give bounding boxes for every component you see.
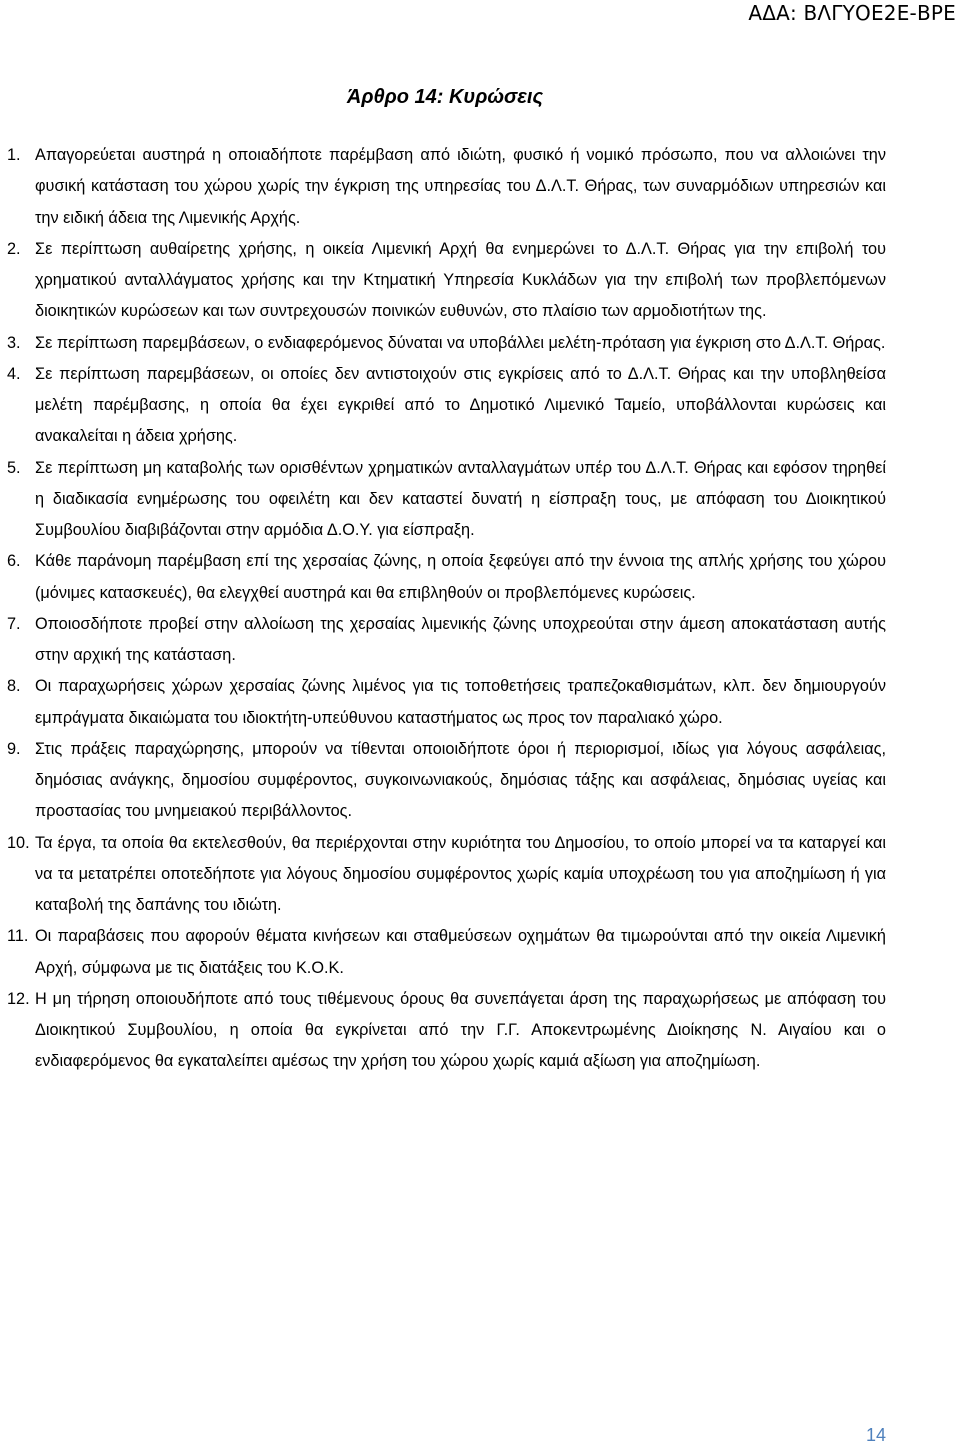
item-text: Κάθε παράνομη παρέμβαση επί της χερσαίας ζώνης, η οποία ξεφεύγει από την έννοια της απλής χρήσης του χώρου (μόνιμες κατασκευές), θα ελεγχθεί αυστηρά και θα επιβληθούν οι προβλεπόμενες κυρώσεις. bbox=[35, 552, 886, 602]
item-text: Τα έργα, τα οποία θα εκτελεσθούν, θα περιέρχονται στην κυριότητα του Δημοσίου, το οποίο μπορεί να τα καταργεί και να τα μετατρέπει οποτεδήποτε για λόγους δημοσίου συμφέροντος χωρίς καμία υποχρέωση του για αποζημίωση ή για καταβολή της δαπάνης του ιδιώτη. bbox=[35, 833, 886, 914]
list-item-9 bbox=[0, 734, 960, 828]
list-item-3 bbox=[0, 328, 960, 359]
item-number: 11. bbox=[7, 927, 29, 946]
item-text: Οι παραβάσεις που αφορούν θέματα κινήσεων και σταθμεύσεων οχημάτων θα τιμωρούνται από την οικεία Λιμενική Αρχή, σύμφωνα με τις διατάξεις του Κ.Ο.Κ. bbox=[35, 927, 886, 977]
item-number: 10. bbox=[7, 833, 30, 852]
list-item-7 bbox=[0, 609, 960, 672]
item-number: 9. bbox=[7, 739, 21, 758]
article-title: Άρθρο 14: Κυρώσεις bbox=[346, 86, 544, 108]
page-number: 14 bbox=[865, 1425, 886, 1445]
item-text: Απαγορεύεται αυστηρά η οποιαδήποτε παρέμβαση από ιδιώτη, φυσικό ή νομικό πρόσωπο, που να αλλοιώνει την φυσική κατάσταση του χώρου χωρίς την έγκριση της υπηρεσίας του Δ.Λ.Τ. Θήρας, των συναρμόδιων υπηρεσιών και την ειδική άδεια της Λιμενικής Αρχής. bbox=[35, 146, 886, 227]
item-text: Η μη τήρηση οποιουδήποτε από τους τιθέμενους όρους θα συνεπάγεται άρση της παραχωρήσεως με απόφαση του Διοικητικού Συμβουλίου, η οποία θα εγκρίνεται από την Γ.Γ. Αποκεντρωμένης Διοίκησης Ν. Αιγαίου και ο ενδιαφερόμενος θα εγκαταλείπει αμέσως την χρήση του χώρου χωρίς καμιά αξίωση για αποζημίωση. bbox=[35, 989, 886, 1071]
item-text: Σε περίπτωση αυθαίρετης χρήσης, η οικεία Λιμενική Αρχή θα ενημερώνει το Δ.Λ.Τ. Θήρας για την επιβολή του χρηματικού ανταλλάγματος χρήσης και την Κτηματική Υπηρεσία Κυκλάδων για την επιβολή των προβλεπόμενων διοικητικών κυρώσεων και των συντρεχουσών ποινικών ευθυνών, στο πλαίσιο των αρμοδιοτήτων της. bbox=[35, 239, 886, 321]
item-text: Σε περίπτωση μη καταβολής των ορισθέντων χρηματικών ανταλλαγμάτων υπέρ του Δ.Λ.Τ. Θήρας και εφόσον τηρηθεί η διαδικασία ενημέρωσης του οφειλέτη και δεν καταστεί δυνατή η είσπραξη τους, με απόφαση του Διοικητικού Συμβουλίου διαβιβάζονται στην αρμόδια Δ.Ο.Υ. για είσπραξη. bbox=[35, 458, 886, 539]
list-item-12 bbox=[0, 984, 960, 1078]
list-item-8 bbox=[0, 671, 960, 734]
item-text: Οι παραχωρήσεις χώρων χερσαίας ζώνης λιμένος για τις τοποθετήσεις τραπεζοκαθισμάτων, κλπ. δεν δημιουργούν εμπράγματα δικαιώματα του ιδιοκτήτη-υπεύθυνου καταστήματος ως προς τον παραλιακό χώρο. bbox=[35, 677, 886, 727]
item-number: 12. bbox=[7, 989, 30, 1008]
item-text: Οποιοσδήποτε προβεί στην αλλοίωση της χερσαίας λιμενικής ζώνης υποχρεούται στην άμεση αποκατάσταση αυτής στην αρχική της κατάσταση. bbox=[35, 614, 886, 664]
list-item-5 bbox=[0, 453, 960, 547]
list-item-1 bbox=[0, 140, 960, 234]
item-text: Στις πράξεις παραχώρησης, μπορούν να τίθενται οποιοιδήποτε όροι ή περιορισμοί, ιδίως για λόγους ασφάλειας, δημόσιας ανάγκης, δημοσίου συμφέροντος, συγκοινωνιακούς, δημόσιας τάξης και ασφάλειας, δημόσιας υγείας και προστασίας του μνημειακού περιβάλλοντος. bbox=[35, 739, 886, 821]
list-item-10 bbox=[0, 828, 960, 922]
item-number: 1. bbox=[7, 146, 21, 164]
list-item-4 bbox=[0, 359, 960, 453]
item-number: 4. bbox=[7, 364, 21, 383]
item-number: 6. bbox=[7, 552, 21, 571]
list-item-11 bbox=[0, 921, 960, 984]
item-number: 7. bbox=[7, 614, 21, 633]
item-number: 3. bbox=[7, 333, 21, 352]
sanctions-list bbox=[0, 140, 960, 1078]
ada-code: ΑΔΑ: ΒΛΓΥΟΕ2Ε-ΒΡΕ bbox=[748, 1, 956, 25]
item-number: 5. bbox=[7, 458, 21, 477]
list-item-2 bbox=[0, 234, 960, 328]
item-number: 2. bbox=[7, 239, 21, 258]
item-text: Σε περίπτωση παρεμβάσεων, ο ενδιαφερόμενος δύναται να υποβάλλει μελέτη-πρόταση για έγκριση στο Δ.Λ.Τ. Θήρας. bbox=[35, 333, 886, 352]
item-number: 8. bbox=[7, 677, 21, 696]
list-item-6 bbox=[0, 546, 960, 609]
item-text: Σε περίπτωση παρεμβάσεων, οι οποίες δεν αντιστοιχούν στις εγκρίσεις από το Δ.Λ.Τ. Θήρας και την υποβληθείσα μελέτη παρέμβασης, η οποία θα έχει εγκριθεί από το Δημοτικό Λιμενικό Ταμείο, υποβάλλονται κυρώσεις και ανακαλείται η άδεια χρήσης. bbox=[35, 364, 886, 446]
